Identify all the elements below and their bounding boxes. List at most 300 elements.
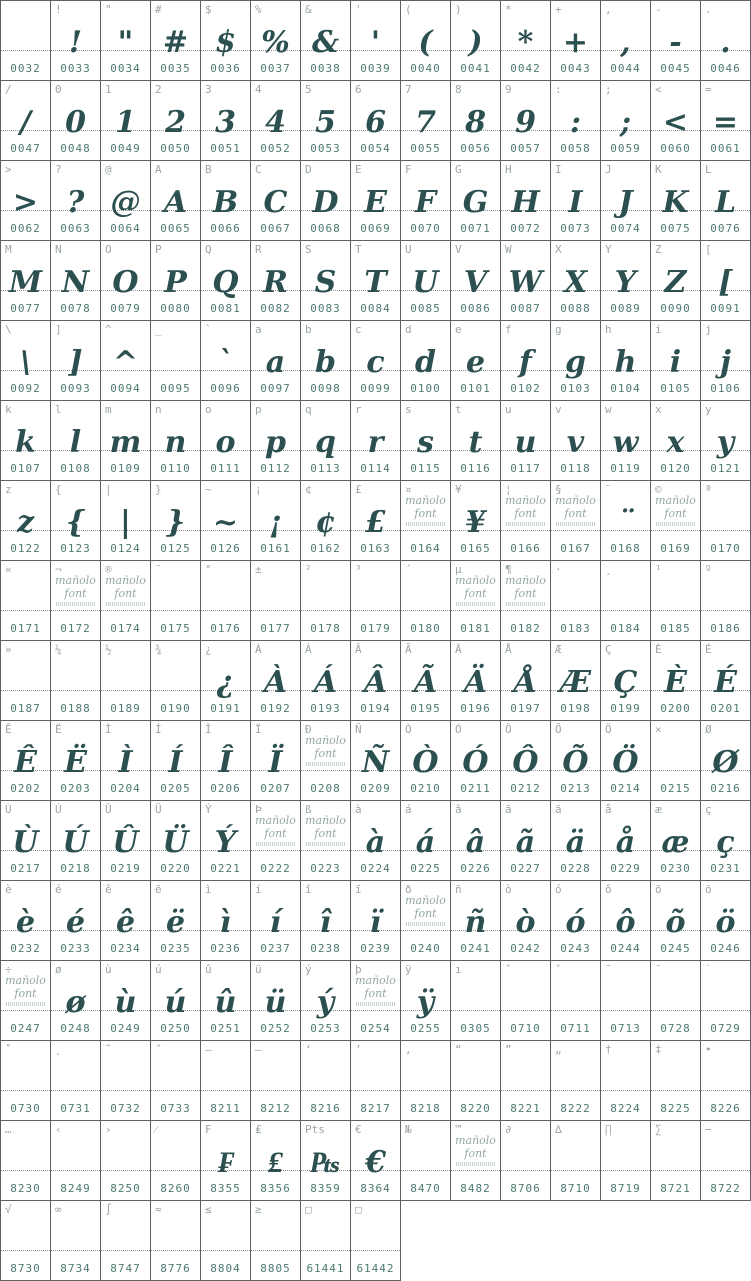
baseline-rule	[251, 210, 300, 211]
glyph-cell	[501, 721, 551, 801]
glyph-cell	[51, 1041, 101, 1121]
code-label: 0732	[110, 1102, 141, 1115]
code-label: 0165	[460, 542, 491, 555]
glyph: !	[68, 25, 83, 60]
baseline-rule	[501, 610, 550, 611]
baseline-rule	[401, 530, 450, 531]
baseline-rule	[401, 770, 450, 771]
glyph-cell	[301, 1, 351, 81]
code-label: 0229	[610, 862, 641, 875]
baseline-rule	[1, 290, 50, 291]
reference-char-label: â	[455, 803, 462, 816]
code-label: 0086	[460, 302, 491, 315]
glyph-cell	[601, 961, 651, 1041]
glyph: -	[669, 25, 682, 60]
glyph-cell	[1, 1041, 51, 1121]
code-label: 0249	[110, 1022, 141, 1035]
glyph: à	[365, 825, 386, 860]
baseline-rule	[101, 1170, 150, 1171]
glyph: è	[15, 905, 36, 940]
glyph: F	[414, 185, 437, 220]
reference-char-label: Ý	[205, 803, 212, 816]
baseline-rule	[251, 530, 300, 531]
glyph-cell	[601, 481, 651, 561]
code-label: 0252	[260, 1022, 291, 1035]
glyph: L	[714, 185, 737, 220]
watermark-line2: font	[114, 586, 137, 600]
glyph-cell	[301, 401, 351, 481]
watermark-scribble	[306, 842, 346, 846]
code-label: 0167	[560, 542, 591, 555]
baseline-rule	[401, 1010, 450, 1011]
glyph-cell	[501, 801, 551, 881]
reference-char-label: ¾	[155, 643, 162, 656]
reference-char-label: Ï	[255, 723, 262, 736]
baseline-rule	[651, 930, 700, 931]
watermark-scribble	[256, 842, 296, 846]
baseline-rule	[101, 770, 150, 771]
code-label: 0710	[510, 1022, 541, 1035]
code-label: 0187	[10, 702, 41, 715]
baseline-rule	[101, 210, 150, 211]
baseline-rule	[351, 770, 400, 771]
code-label: 0231	[710, 862, 741, 875]
baseline-rule	[201, 450, 250, 451]
baseline-rule	[251, 290, 300, 291]
code-label: 0164	[410, 542, 441, 555]
missing-glyph-watermark	[651, 495, 700, 526]
baseline-rule	[601, 770, 650, 771]
code-label: 0060	[660, 142, 691, 155]
baseline-rule	[701, 690, 750, 691]
code-label: 0084	[360, 302, 391, 315]
watermark-line2: font	[414, 906, 437, 920]
code-label: 0190	[160, 702, 191, 715]
glyph: s	[417, 425, 434, 460]
glyph-cell	[201, 1041, 251, 1121]
glyph-row	[1, 161, 751, 241]
reference-char-label: ˛	[55, 1043, 62, 1056]
glyph: Ø	[712, 745, 739, 780]
baseline-rule	[601, 1170, 650, 1171]
code-label: 0062	[10, 222, 41, 235]
reference-char-label: ˇ	[555, 963, 562, 976]
baseline-rule	[501, 130, 550, 131]
baseline-rule	[201, 290, 250, 291]
glyph-cell	[51, 1, 101, 81]
baseline-rule	[701, 930, 750, 931]
code-label: 0082	[260, 302, 291, 315]
glyph-cell	[551, 721, 601, 801]
baseline-rule	[601, 530, 650, 531]
glyph-cell	[451, 641, 501, 721]
baseline-rule	[351, 1010, 400, 1011]
baseline-rule	[601, 690, 650, 691]
code-label: 0053	[310, 142, 341, 155]
code-label: 0119	[610, 462, 641, 475]
baseline-rule	[451, 610, 500, 611]
code-label: 0124	[110, 542, 141, 555]
watermark-line2: font	[414, 506, 437, 520]
code-label: 0218	[60, 862, 91, 875]
reference-char-label: [	[705, 243, 712, 256]
code-label: 8224	[610, 1102, 641, 1115]
code-label: 0034	[110, 62, 141, 75]
code-label: 0103	[560, 382, 591, 395]
glyph-cell	[601, 81, 651, 161]
reference-char-label: »	[5, 643, 12, 656]
baseline-rule	[1, 930, 50, 931]
code-label: 0078	[60, 302, 91, 315]
glyph-cell	[351, 1121, 401, 1201]
code-label: 0177	[260, 622, 291, 635]
glyph-cell	[151, 481, 201, 561]
glyph: h	[614, 345, 637, 380]
reference-char-label: ≥	[255, 1203, 262, 1216]
glyph-cell	[151, 1, 201, 81]
glyph-cell	[401, 321, 451, 401]
code-label: 0246	[710, 942, 741, 955]
glyph: Ü	[162, 825, 189, 860]
glyph-cell	[301, 961, 351, 1041]
reference-char-label: ø	[55, 963, 62, 976]
glyph-cell	[351, 1041, 401, 1121]
glyph-cell	[451, 1, 501, 81]
glyph: z	[16, 505, 35, 540]
glyph: %	[261, 25, 290, 60]
code-label: 0071	[460, 222, 491, 235]
reference-char-label: n	[155, 403, 162, 416]
code-label: 0101	[460, 382, 491, 395]
reference-char-label: Õ	[555, 723, 562, 736]
reference-char-label: –	[205, 1043, 212, 1056]
code-label: 0073	[560, 222, 591, 235]
watermark-scribble	[406, 522, 446, 526]
reference-char-label: J	[605, 163, 612, 176]
code-label: 0234	[110, 942, 141, 955]
glyph-cell	[201, 481, 251, 561]
baseline-rule	[501, 770, 550, 771]
code-label: 8225	[660, 1102, 691, 1115]
glyph-cell	[601, 561, 651, 641]
code-label: 0033	[60, 62, 91, 75]
reference-char-label: ›	[105, 1123, 112, 1136]
code-label: 8250	[110, 1182, 141, 1195]
glyph-cell	[51, 721, 101, 801]
reference-char-label: '	[355, 3, 362, 16]
glyph: ~	[212, 505, 239, 540]
reference-char-label: √	[5, 1203, 12, 1216]
glyph: r	[367, 425, 384, 460]
reference-char-label: æ	[655, 803, 662, 816]
glyph: ì	[219, 905, 232, 940]
baseline-rule	[51, 930, 100, 931]
code-label: 0210	[410, 782, 441, 795]
watermark-line1: mañolo	[555, 494, 596, 507]
watermark-line2: font	[364, 986, 387, 1000]
glyph: Ç	[613, 665, 638, 700]
baseline-rule	[351, 1250, 400, 1251]
code-label: 0196	[460, 702, 491, 715]
watermark-scribble	[456, 602, 496, 606]
baseline-rule	[501, 530, 550, 531]
glyph-cell	[51, 321, 101, 401]
baseline-rule	[401, 690, 450, 691]
code-label: 0217	[10, 862, 41, 875]
baseline-rule	[101, 1010, 150, 1011]
baseline-rule	[101, 850, 150, 851]
watermark-scribble	[6, 1002, 46, 1006]
glyph-cell	[201, 1, 251, 81]
glyph-cell	[101, 1041, 151, 1121]
baseline-rule	[251, 850, 300, 851]
baseline-rule	[301, 610, 350, 611]
baseline-rule	[101, 290, 150, 291]
baseline-rule	[251, 770, 300, 771]
baseline-rule	[451, 370, 500, 371]
code-label: 0096	[210, 382, 241, 395]
baseline-rule	[601, 1010, 650, 1011]
code-label: 0208	[310, 782, 341, 795]
glyph: '	[370, 25, 381, 60]
reference-char-label: ×	[655, 723, 662, 736]
glyph-cell	[1, 1, 51, 81]
reference-char-label: Ö	[605, 723, 612, 736]
code-label: 0237	[260, 942, 291, 955]
baseline-rule	[551, 130, 600, 131]
glyph-cell	[51, 81, 101, 161]
baseline-rule	[351, 370, 400, 371]
baseline-rule	[551, 290, 600, 291]
code-label: 8212	[260, 1102, 291, 1115]
glyph-cell	[601, 641, 651, 721]
glyph-cell	[401, 641, 451, 721]
glyph-cell	[301, 801, 351, 881]
glyph-cell	[151, 641, 201, 721]
glyph-cell	[151, 561, 201, 641]
glyph-cell	[101, 641, 151, 721]
code-label: 0100	[410, 382, 441, 395]
glyph-cell	[701, 801, 751, 881]
code-label: 0228	[560, 862, 591, 875]
glyph: £	[365, 505, 386, 540]
baseline-rule	[701, 610, 750, 611]
baseline-rule	[151, 930, 200, 931]
glyph: ¥	[465, 505, 486, 540]
code-label: 8220	[460, 1102, 491, 1115]
baseline-rule	[51, 130, 100, 131]
code-label: 0115	[410, 462, 441, 475]
glyph: Í	[168, 745, 183, 780]
glyph-cell	[101, 1121, 151, 1201]
reference-char-label: Û	[105, 803, 112, 816]
glyph: Î	[218, 745, 233, 780]
baseline-rule	[601, 130, 650, 131]
glyph-cell	[651, 81, 701, 161]
watermark-scribble	[356, 1002, 396, 1006]
reference-char-label: Þ	[255, 803, 262, 816]
glyph: u	[514, 425, 537, 460]
code-label: 0170	[710, 542, 741, 555]
baseline-rule	[151, 850, 200, 851]
baseline-rule	[401, 290, 450, 291]
code-label: 0195	[410, 702, 441, 715]
glyph: 1	[115, 105, 136, 140]
baseline-rule	[101, 1090, 150, 1091]
glyph: =	[712, 105, 739, 140]
code-label: 0107	[10, 462, 41, 475]
glyph: ¢	[315, 505, 336, 540]
glyph: Ì	[118, 745, 133, 780]
reference-char-label: 1	[105, 83, 112, 96]
reference-char-label: .	[705, 3, 712, 16]
glyph-cell	[351, 721, 401, 801]
code-label: 0248	[60, 1022, 91, 1035]
glyph-cell	[201, 641, 251, 721]
code-label: 0728	[660, 1022, 691, 1035]
glyph-cell	[151, 81, 201, 161]
baseline-rule	[201, 50, 250, 51]
reference-char-label: ˚	[5, 1043, 12, 1056]
glyph-cell	[101, 721, 151, 801]
code-label: 0221	[210, 862, 241, 875]
glyph: "	[117, 25, 134, 60]
glyph-cell	[651, 721, 701, 801]
glyph-row	[1, 241, 751, 321]
glyph: É	[714, 665, 737, 700]
glyph: #	[162, 25, 189, 60]
code-label: 8216	[310, 1102, 341, 1115]
reference-char-label: f	[505, 323, 512, 336]
reference-char-label: ∫	[105, 1203, 112, 1216]
baseline-rule	[251, 130, 300, 131]
baseline-rule	[1, 130, 50, 131]
glyph-cell	[501, 1121, 551, 1201]
reference-char-label: >	[5, 163, 12, 176]
reference-char-label: ¿	[205, 643, 212, 656]
glyph-cell	[551, 401, 601, 481]
glyph-cell	[451, 481, 501, 561]
glyph: E	[364, 185, 387, 220]
code-label: 0035	[160, 62, 191, 75]
reference-char-label: }	[155, 483, 162, 496]
code-label: 0113	[310, 462, 341, 475]
code-label: 0068	[310, 222, 341, 235]
reference-char-label: 2	[155, 83, 162, 96]
reference-char-label: ™	[455, 1123, 462, 1136]
baseline-rule	[451, 210, 500, 211]
glyph-cell	[701, 721, 751, 801]
glyph: >	[12, 185, 39, 220]
glyph-cell	[51, 801, 101, 881]
glyph-cell	[301, 321, 351, 401]
code-label: 8722	[710, 1182, 741, 1195]
glyph-cell	[1, 641, 51, 721]
glyph-row	[1, 721, 751, 801]
code-label: 0241	[460, 942, 491, 955]
code-label: 0163	[360, 542, 391, 555]
reference-char-label: ©	[655, 483, 662, 496]
glyph-cell	[451, 721, 501, 801]
glyph-cell	[401, 81, 451, 161]
reference-char-label: ≈	[155, 1203, 162, 1216]
reference-char-label: ó	[555, 883, 562, 896]
code-label: 0216	[710, 782, 741, 795]
glyph-cell	[551, 1041, 601, 1121]
code-label: 0094	[110, 382, 141, 395]
glyph: Ý	[214, 825, 237, 860]
reference-char-label: £	[355, 483, 362, 496]
baseline-rule	[51, 370, 100, 371]
reference-char-label: ¥	[455, 483, 462, 496]
baseline-rule	[151, 770, 200, 771]
reference-char-label: ã	[505, 803, 512, 816]
code-label: 0037	[260, 62, 291, 75]
glyph-cell	[201, 1201, 251, 1281]
reference-char-label: Í	[155, 723, 162, 736]
glyph-cell	[101, 801, 151, 881]
glyph-cell	[651, 481, 701, 561]
baseline-rule	[151, 50, 200, 51]
reference-char-label: ô	[605, 883, 612, 896]
code-label: 8355	[210, 1182, 241, 1195]
glyph: X	[563, 265, 588, 300]
code-label: 8356	[260, 1182, 291, 1195]
code-label: 0075	[660, 222, 691, 235]
glyph-cell	[201, 321, 251, 401]
reference-char-label: Y	[605, 243, 612, 256]
baseline-rule	[201, 530, 250, 531]
glyph-row	[1, 81, 751, 161]
baseline-rule	[201, 690, 250, 691]
glyph: ₤	[268, 1145, 283, 1180]
reference-char-label: h	[605, 323, 612, 336]
reference-char-label: G	[455, 163, 462, 176]
reference-char-label: Ë	[55, 723, 62, 736]
baseline-rule	[401, 450, 450, 451]
glyph-cell	[1, 1201, 51, 1281]
glyph: H	[511, 185, 540, 220]
code-label: 0220	[160, 862, 191, 875]
glyph: j	[720, 345, 731, 380]
reference-char-label: o	[205, 403, 212, 416]
glyph: )	[468, 25, 483, 60]
reference-char-label: y	[705, 403, 712, 416]
baseline-rule	[301, 450, 350, 451]
glyph: Å	[513, 665, 538, 700]
reference-char-label: ì	[205, 883, 212, 896]
missing-glyph-watermark	[101, 575, 150, 606]
reference-char-label: X	[555, 243, 562, 256]
baseline-rule	[301, 850, 350, 851]
watermark-scribble	[456, 1162, 496, 1166]
baseline-rule	[501, 1090, 550, 1091]
glyph-cell	[351, 881, 401, 961]
glyph: B	[212, 185, 239, 220]
reference-char-label: j	[705, 323, 712, 336]
reference-char-label: õ	[655, 883, 662, 896]
reference-char-label: ~	[205, 483, 212, 496]
code-label: 0114	[360, 462, 391, 475]
watermark-scribble	[506, 522, 546, 526]
glyph: {	[65, 505, 86, 540]
glyph-cell	[1, 721, 51, 801]
glyph: :	[569, 105, 582, 140]
baseline-rule	[701, 450, 750, 451]
reference-char-label: ä	[555, 803, 562, 816]
code-label: 0184	[610, 622, 641, 635]
glyph-cell	[351, 481, 401, 561]
